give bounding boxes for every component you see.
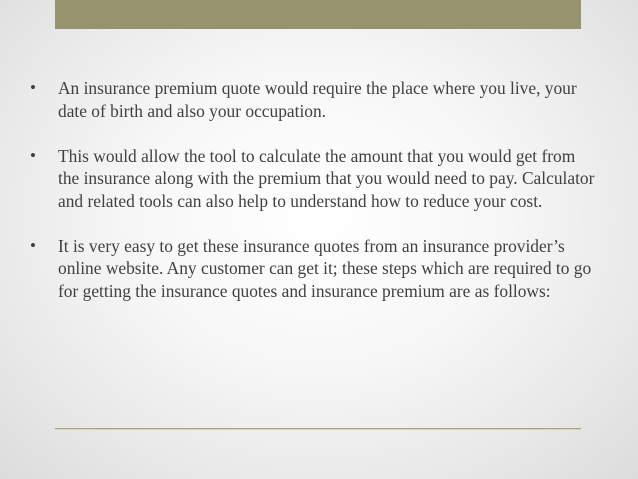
bullet-item xyxy=(30,77,600,122)
bullet-item xyxy=(30,145,600,213)
bullet-text: It is very easy to get these insurance quotes from an insurance provider’s online website. Any customer can get it; these steps which are required to go for getting the insurance quotes and insurance premium are as follows: xyxy=(58,235,592,301)
bullet-dot-icon: • xyxy=(30,235,36,255)
bullet-dot-icon: • xyxy=(30,145,36,165)
bullet-text: This would allow the tool to calculate the amount that you would get from the insurance along with the premium that you would need to pay. Calculator and related tools can also help to understand how to reduce your cost. xyxy=(58,145,595,211)
bullet-list xyxy=(30,77,600,325)
bullet-item xyxy=(30,235,600,303)
bullet-text: An insurance premium quote would require the place where you live, your date of birth and also your occupation. xyxy=(58,78,577,121)
header-accent-band xyxy=(55,0,581,29)
bullet-dot-icon: • xyxy=(30,78,36,97)
footer-divider xyxy=(55,428,581,430)
